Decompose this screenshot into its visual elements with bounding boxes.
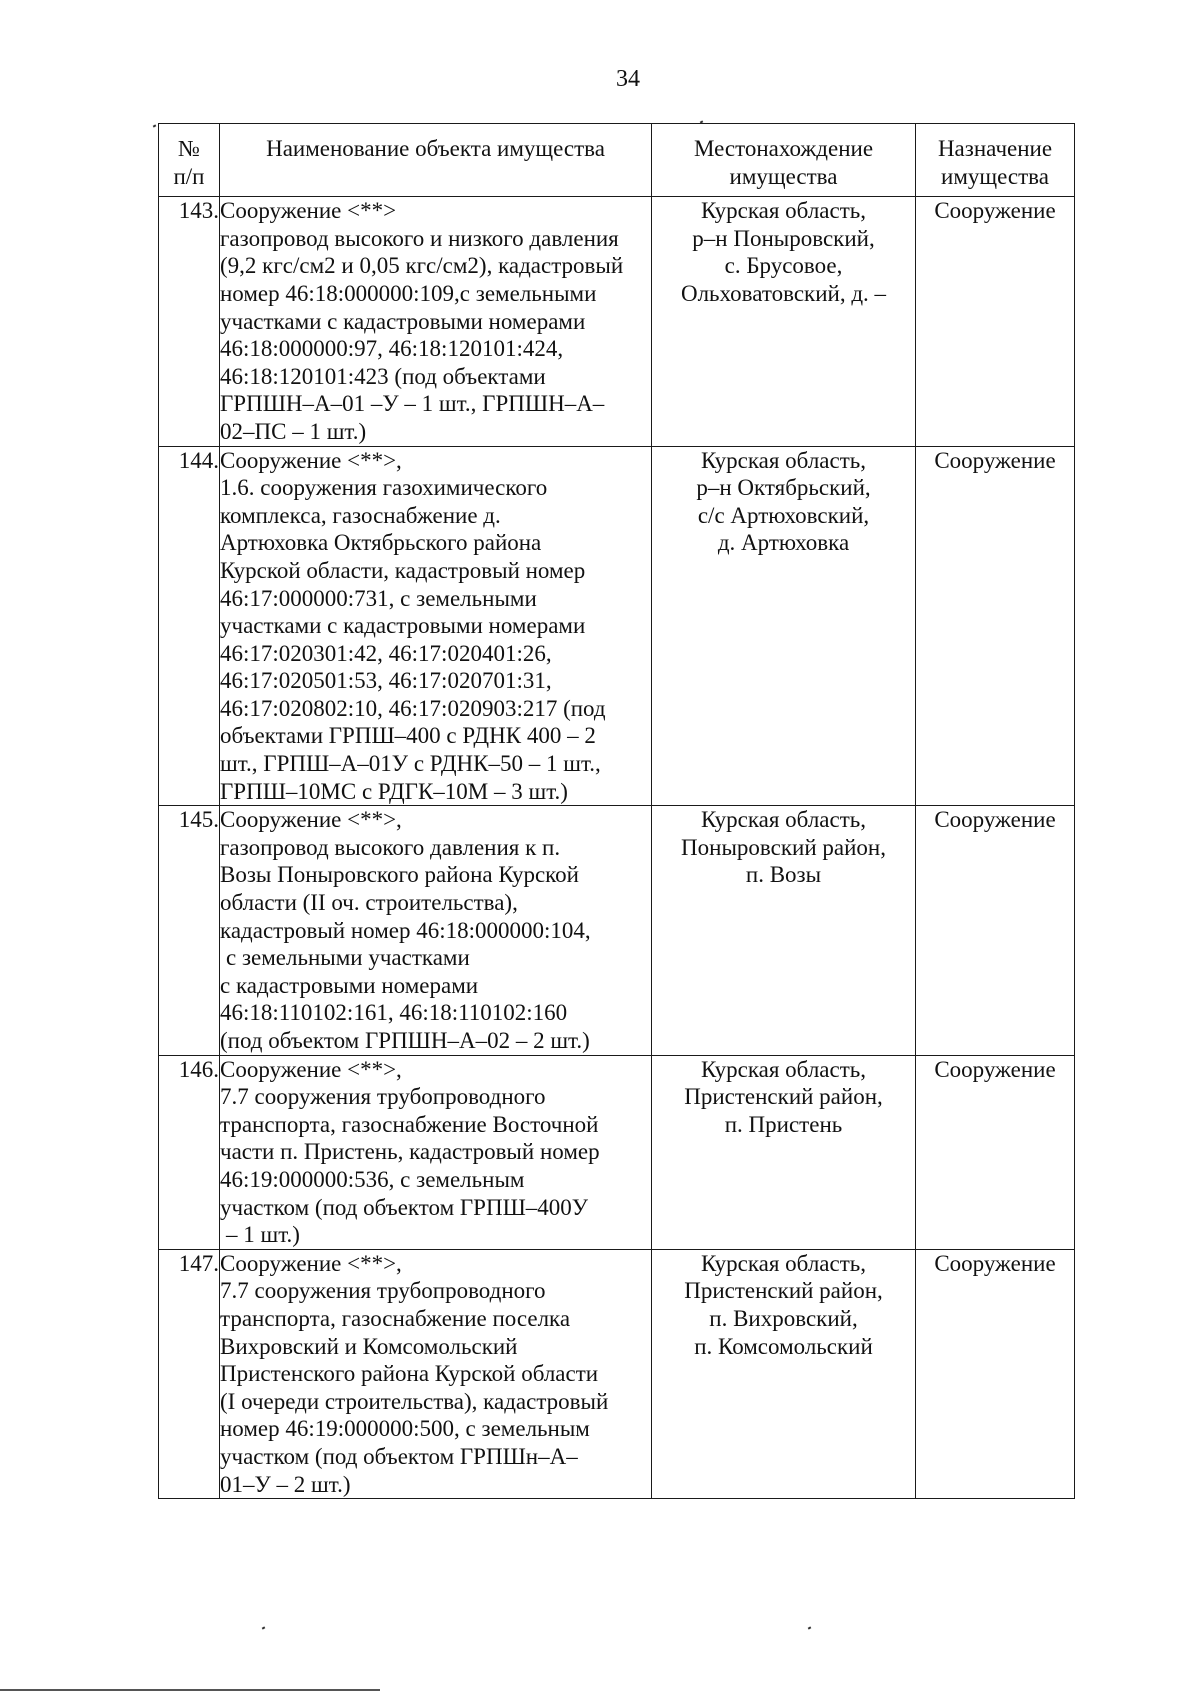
text-line: Сооружение <**>,	[220, 447, 402, 473]
text-line: 02–ПС – 1 шт.)	[220, 418, 367, 444]
object-name	[220, 1249, 652, 1498]
text-line: объектами ГРПШ–400 с РДНК 400 – 2	[220, 723, 596, 749]
object-location	[652, 1249, 916, 1498]
text-line: 46:18:120101:423 (под объектами	[220, 363, 546, 389]
header-text: имущества	[941, 163, 1049, 189]
text-line: кадастровый номер 46:18:000000:104,	[220, 917, 591, 943]
text-line: п. Вихровский,	[709, 1305, 858, 1331]
text-line: Курская область,	[701, 1250, 866, 1276]
header-object-name	[220, 124, 652, 197]
text-line: 7.7 сооружения трубопроводного	[220, 1084, 546, 1110]
table-row	[159, 1249, 1075, 1498]
text-line: 1.6. сооружения газохимического	[220, 475, 548, 501]
table-row	[159, 1055, 1075, 1249]
text-line: транспорта, газоснабжение Восточной	[220, 1111, 599, 1137]
table-row	[159, 806, 1075, 1055]
text-line: 46:19:000000:536, с земельным	[220, 1166, 525, 1192]
text-line: транспорта, газоснабжение поселка	[220, 1305, 571, 1331]
object-name	[220, 1055, 652, 1249]
object-name	[220, 446, 652, 806]
text-line: шт., ГРПШ–А–01У с РДНК–50 – 1 шт.,	[220, 751, 601, 777]
object-name	[220, 806, 652, 1055]
header-text: Наименование объекта имущества	[266, 136, 605, 161]
text-line: с кадастровыми номерами	[220, 972, 479, 998]
text-line: Курская область,	[701, 807, 866, 833]
text-line: д. Артюховка	[717, 530, 850, 556]
text-line: с/с Артюховский,	[697, 502, 870, 528]
text-line: 46:17:020301:42, 46:17:020401:26,	[220, 640, 552, 666]
text-line: 46:17:020802:10, 46:17:020903:217 (под	[220, 695, 606, 721]
text-line: участками с кадастровыми номерами	[220, 308, 586, 334]
text-line: Пристенский район,	[684, 1278, 883, 1304]
text-line: Возы Поныровского района Курской	[220, 862, 579, 888]
text-line: п. Комсомольский	[694, 1333, 873, 1359]
text-line: Сооружение <**>,	[220, 807, 402, 833]
property-table	[158, 123, 1075, 1499]
row-number: 145.	[159, 806, 220, 1055]
header-number	[159, 124, 220, 197]
text-line: ГРПШ–10МС с РДГК–10М – 3 шт.)	[220, 778, 568, 804]
text-line: газопровод высокого давления к п.	[220, 834, 561, 860]
header-text: №	[178, 136, 200, 161]
page-number: 34	[616, 66, 640, 92]
object-name	[220, 197, 652, 446]
text-line: (I очереди строительства), кадастровый	[220, 1388, 609, 1414]
text-line: Сооружение <**>,	[220, 1056, 402, 1082]
scan-edge-line	[0, 1689, 380, 1691]
text-line: – 1 шт.)	[226, 1222, 300, 1248]
row-number: 143.	[159, 197, 220, 446]
object-location	[652, 806, 916, 1055]
text-line: 46:17:000000:731, с земельными	[220, 585, 537, 611]
text-line: Курская область,	[701, 1056, 866, 1082]
scan-mark	[153, 124, 157, 127]
text-line: номер 46:19:000000:500, с земельным	[220, 1416, 590, 1442]
object-location	[652, 197, 916, 446]
object-purpose: Сооружение	[916, 197, 1075, 446]
text-line: Пристенского района Курской области	[220, 1361, 599, 1387]
text-line: (9,2 кгс/см2 и 0,05 кгс/см2), кадастровый	[220, 253, 624, 279]
text-line: номер 46:18:000000:109,с земельными	[220, 280, 597, 306]
text-line: с. Брусовое,	[724, 253, 843, 279]
text-line: Сооружение <**>	[220, 198, 397, 224]
object-location	[652, 1055, 916, 1249]
text-line: части п. Пристень, кадастровый номер	[220, 1139, 600, 1165]
text-line: р–н Октябрьский,	[696, 475, 871, 501]
text-line: р–н Поныровский,	[692, 225, 875, 251]
text-line: с земельными участками	[226, 945, 470, 971]
scan-mark	[808, 1626, 812, 1629]
table-header-row	[159, 124, 1075, 197]
text-line: Курской области, кадастровый номер	[220, 557, 586, 583]
text-line: Ольховатовский, д. –	[680, 280, 887, 306]
row-number: 147.	[159, 1249, 220, 1498]
text-line: Курская область,	[701, 447, 866, 473]
scan-mark	[262, 1626, 266, 1629]
text-line: участком (под объектом ГРПШн–А–	[220, 1443, 578, 1469]
text-line: комплекса, газоснабжение д.	[220, 502, 501, 528]
text-line: (под объектом ГРПШН–А–02 – 2 шт.)	[220, 1028, 590, 1053]
header-text: Местонахождение	[693, 136, 874, 161]
text-line: 46:18:000000:97, 46:18:120101:424,	[220, 336, 564, 362]
text-line: Артюховка Октябрьского района	[220, 530, 542, 556]
text-line: 7.7 сооружения трубопроводного	[220, 1278, 546, 1304]
text-line: участками с кадастровыми номерами	[220, 613, 586, 639]
text-line: п. Пристень	[724, 1111, 843, 1137]
row-number: 144.	[159, 446, 220, 806]
header-text: Назначение	[937, 136, 1053, 161]
header-location	[652, 124, 916, 197]
row-number: 146.	[159, 1055, 220, 1249]
table-row	[159, 197, 1075, 446]
header-purpose	[916, 124, 1075, 197]
text-line: Пристенский район,	[684, 1084, 883, 1110]
object-purpose: Сооружение	[916, 1055, 1075, 1249]
text-line: участком (под объектом ГРПШ–400У	[220, 1194, 589, 1220]
text-line: п. Возы	[745, 862, 822, 888]
object-location	[652, 446, 916, 806]
text-line: Курская область,	[701, 198, 866, 224]
object-purpose: Сооружение	[916, 1249, 1075, 1498]
text-line: 46:17:020501:53, 46:17:020701:31,	[220, 668, 552, 694]
text-line: Сооружение <**>,	[220, 1250, 402, 1276]
text-line: Поныровский район,	[681, 834, 886, 860]
object-purpose: Сооружение	[916, 806, 1075, 1055]
text-line: 46:18:110102:161, 46:18:110102:160	[220, 1000, 568, 1026]
text-line: Вихровский и Комсомольский	[220, 1333, 518, 1359]
object-purpose: Сооружение	[916, 446, 1075, 806]
text-line: области (II оч. строительства),	[220, 890, 518, 916]
header-text: имущества	[729, 163, 838, 189]
text-line: газопровод высокого и низкого давления	[220, 225, 619, 251]
table-row	[159, 446, 1075, 806]
text-line: 01–У – 2 шт.)	[220, 1471, 351, 1497]
header-text: п/п	[173, 163, 205, 189]
text-line: ГРПШН–А–01 –У – 1 шт., ГРПШН–А–	[220, 391, 605, 417]
